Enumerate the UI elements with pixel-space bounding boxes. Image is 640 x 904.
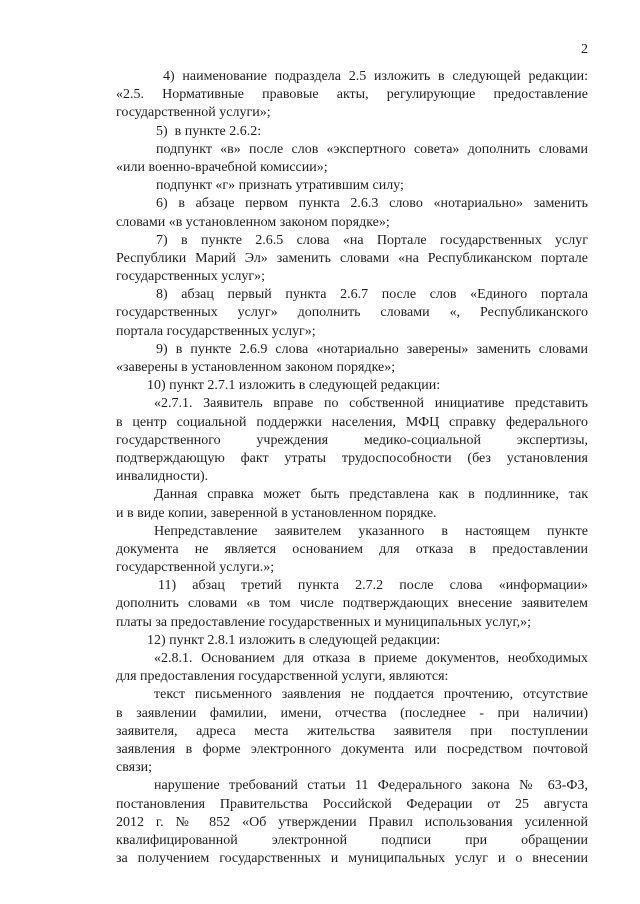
text-line: государственного учреждения медико-социальной экспертизы, [116,432,588,448]
text-line: 6) в абзаце первом пункта 2.6.3 слово «нотариально» заменить [156,196,588,212]
text-line: текст письменного заявления не поддается прочтению, отсутствие [154,687,588,703]
text-line: для предоставления государственной услуги, являются: [116,669,449,685]
text-line: Республики Марий Эл» заменить словами «на Республиканском портале [116,250,588,266]
text-line: государственных услуг» дополнить словами «, Республиканского [116,305,588,321]
text-line: 10) пункт 2.7.1 изложить в следующей редакции: [147,378,441,394]
text-line: дополнить словами «в том числе подтверждающих внесение заявителем [116,596,588,612]
page-number: 2 [581,42,588,57]
text-line: «2.8.1. Основанием для отказа в приеме документов, необходимых [154,651,588,666]
text-line: 9) в пункте 2.6.9 слова «нотариально заверены» заменить словами [156,341,588,357]
text-line: и в виде копии, заверенной в установленном порядке. [116,505,437,521]
text-line: подтверждающую факт утраты трудоспособности (без установления [116,450,588,466]
text-line: инвалидности). [116,469,209,485]
text-line: нарушение требований статьи 11 Федерального закона № 63-ФЗ, [154,778,588,794]
text-line: «или военно-врачебной комиссии»; [116,159,328,175]
text-line: в заявлении фамилии, имени, отчества (последнее - при наличии) [116,705,588,721]
text-line: платы за предоставление государственных и муниципальных услуг,»; [116,614,531,630]
text-line: Непредставление заявителем указанного в настоящем пункте [154,523,588,539]
text-line: государственной услуги»; [116,105,271,121]
text-line: государственных услуг»; [116,269,266,285]
text-line: 8) абзац первый пункта 2.6.7 после слов «Единого портала [156,287,588,303]
text-line: за получением государственных и муниципальных услуг и о внесении [116,851,588,867]
text-line: постановления Правительства Российской Федерации от 25 августа [116,796,588,812]
text-line: 4) наименование подраздела 2.5 изложить в следующей редакции: [163,69,588,84]
text-line: квалифицированной электронной подписи при обращении [116,832,588,848]
text-line: связи; [116,760,152,776]
text-line: «заверены в установленном законом порядке»; [116,360,396,375]
text-line: Данная справка может быть представлена как в подлиннике, так [154,487,588,503]
text-line: в центр социальной поддержки населения, МФЦ справку федерального [116,414,588,430]
text-line: заявления в форме электронного документа или посредством почтовой [116,741,588,757]
text-line: «2.5. Нормативные правовые акты, регулирующие предоставление [116,87,588,103]
text-line: «2.7.1. Заявитель вправе по собственной инициативе представить [154,396,588,412]
text-line: 7) в пункте 2.6.5 слова «на Портале государственных услуг [156,232,588,248]
text-line: подпункт «в» после слов «экспертного совета» дополнить словами [156,141,588,157]
text-line: 2012 г. № 852 «Об утверждении Правил использования усиленной [116,814,588,830]
text-line: словами «в установленном законом порядке»; [116,214,390,230]
text-line: документа не является основанием для отказа в предоставлении [116,541,588,557]
text-line: 5) в пункте 2.6.2: [156,123,262,139]
text-line: подпункт «г» признать утратившим силу; [156,178,404,194]
text-line: портала государственных услуг»; [116,323,316,339]
text-line: государственной услуги.»; [116,560,275,576]
text-line: 12) пункт 2.8.1 изложить в следующей редакции: [147,632,441,648]
text-line: заявителя, адреса места жительства заявителя при поступлении [116,723,588,739]
document-body [116,68,588,868]
text-line: 11) абзац третий пункта 2.7.2 после слова «информации» [158,578,588,594]
